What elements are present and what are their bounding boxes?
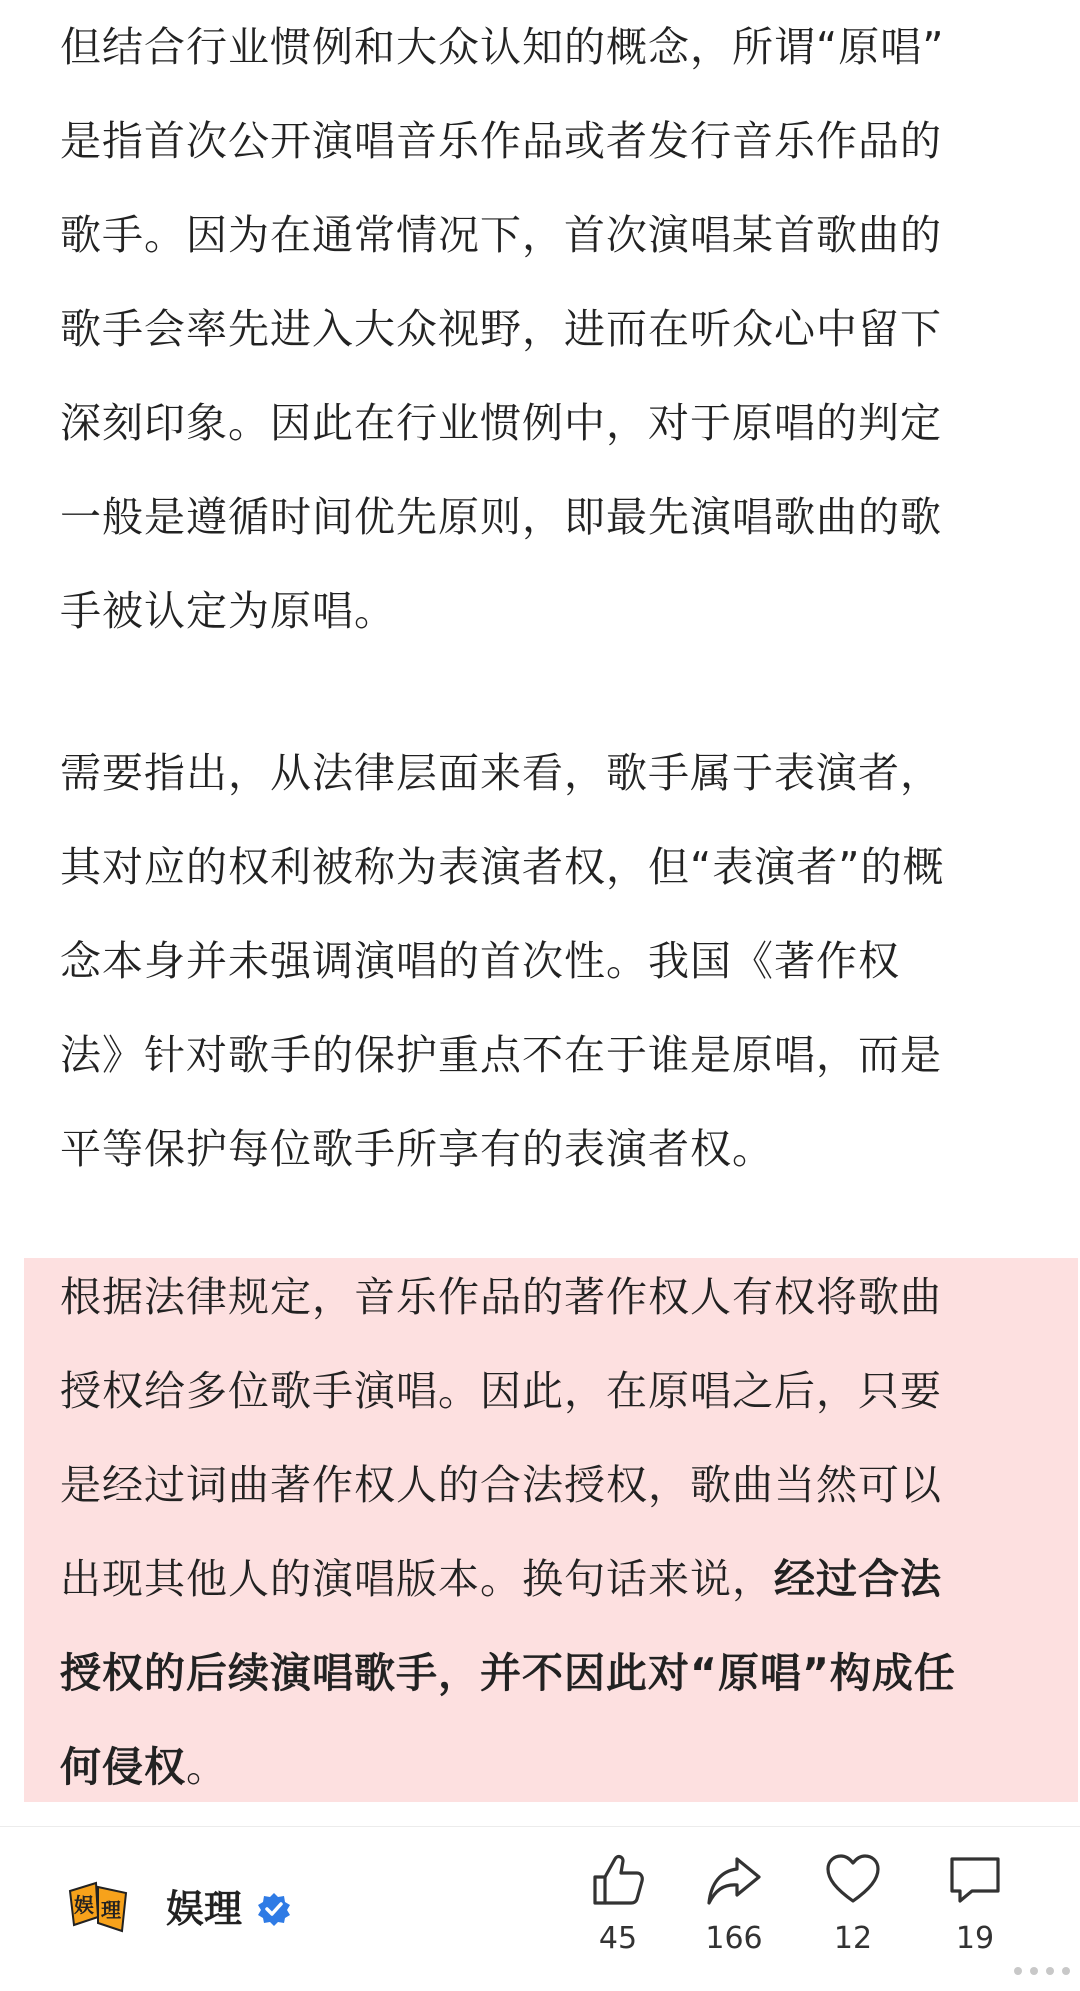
text-line: 念本身并未强调演唱的首次性。我国《著作权	[60, 937, 900, 985]
text-line: 其对应的权利被称为表演者权，但“表演者”的概	[60, 843, 945, 891]
post-footer	[0, 1827, 1080, 1991]
share-count: 166	[705, 1921, 763, 1956]
favorite-button[interactable]	[803, 1851, 903, 1957]
like-count: 45	[598, 1921, 638, 1956]
share-arrow-icon	[705, 1851, 763, 1909]
watermark-icon	[1004, 1957, 1074, 1985]
comment-count: 19	[955, 1921, 995, 1956]
heart-icon	[824, 1851, 882, 1909]
avatar-logo-char: 娱	[74, 1893, 94, 1917]
text-line: 深刻印象。因此在行业惯例中，对于原唱的判定	[60, 399, 942, 447]
text-normal: 。	[186, 1743, 228, 1791]
author-avatar[interactable]	[66, 1877, 132, 1943]
text-line: 平等保护每位歌手所享有的表演者权。	[60, 1125, 774, 1173]
highlighted-paragraph	[0, 1250, 1080, 1814]
comment-button[interactable]	[925, 1851, 1025, 1957]
avatar-logo-char: 理	[101, 1898, 121, 1922]
text-normal: 出现其他人的演唱版本。换句话来说，	[60, 1555, 774, 1603]
text-line: 授权给多位歌手演唱。因此，在原唱之后，只要	[60, 1367, 942, 1415]
like-button[interactable]	[568, 1851, 668, 1957]
favorite-count: 12	[833, 1921, 873, 1956]
text-line: 法》针对歌手的保护重点不在于谁是原唱，而是	[60, 1031, 942, 1079]
bold-emphasis: 何侵权	[60, 1743, 186, 1791]
comment-bubble-icon	[946, 1851, 1004, 1909]
text-line	[60, 1626, 1020, 1720]
author-name[interactable]: 娱理	[166, 1887, 243, 1931]
article-paragraph	[0, 726, 1080, 1196]
text-line	[60, 1532, 1020, 1626]
text-line: 是指首次公开演唱音乐作品或者发行音乐作品的	[60, 117, 942, 165]
text-line: 需要指出，从法律层面来看，歌手属于表演者，	[60, 749, 942, 797]
text-line: 歌手会率先进入大众视野，进而在听众心中留下	[60, 305, 942, 353]
text-line: 根据法律规定，音乐作品的著作权人有权将歌曲	[60, 1273, 942, 1321]
text-line: 手被认定为原唱。	[60, 587, 396, 635]
text-line: 一般是遵循时间优先原则，即最先演唱歌曲的歌	[60, 493, 942, 541]
text-line: 歌手。因为在通常情况下，首次演唱某首歌曲的	[60, 211, 942, 259]
text-line	[60, 1720, 1020, 1814]
bold-emphasis: 经过合法	[774, 1555, 942, 1603]
verified-badge-icon	[256, 1891, 292, 1927]
text-line: 是经过词曲著作权人的合法授权，歌曲当然可以	[60, 1461, 942, 1509]
thumbs-up-icon	[589, 1851, 647, 1909]
bold-emphasis: 授权的后续演唱歌手，并不因此对“原唱”构成任	[60, 1649, 956, 1697]
text-line: 但结合行业惯例和大众认知的概念，所谓“原唱”	[60, 23, 945, 71]
share-button[interactable]	[684, 1851, 784, 1957]
article-paragraph	[0, 0, 1080, 658]
